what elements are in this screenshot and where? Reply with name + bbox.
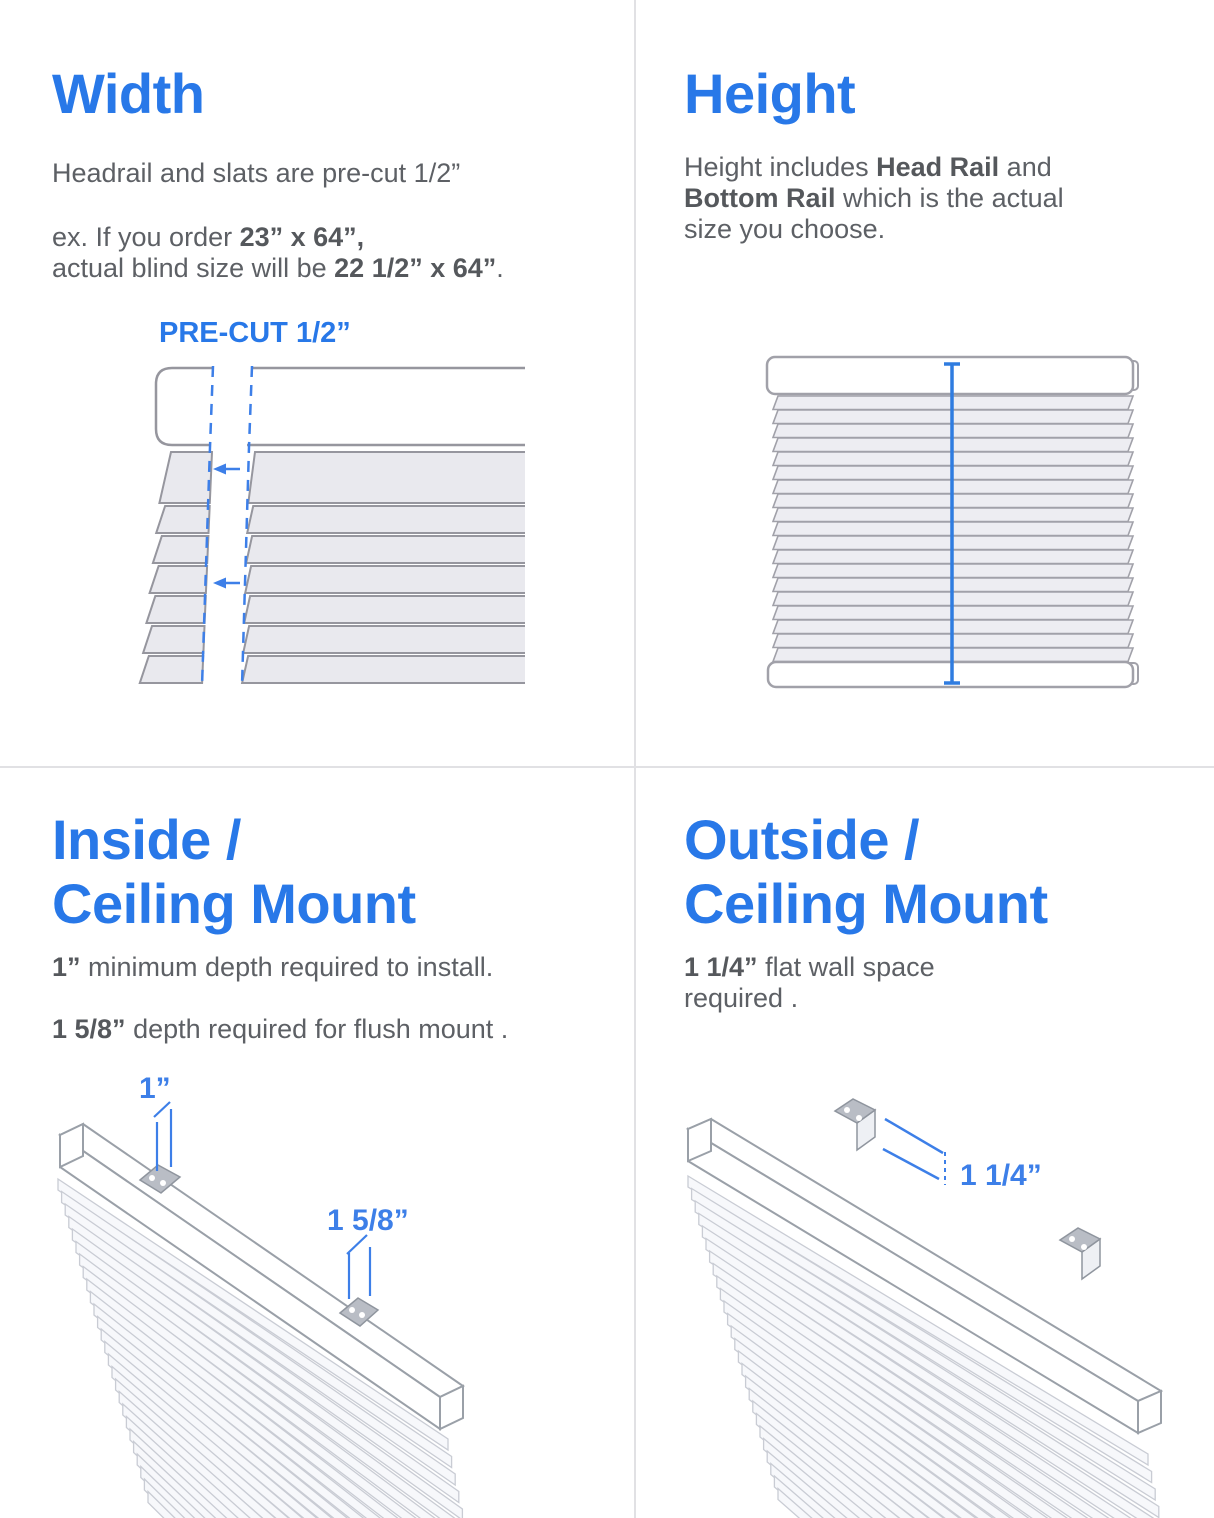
width-section bbox=[0, 0, 634, 767]
depth-label: 1” bbox=[139, 1072, 171, 1105]
outside-mount-section bbox=[634, 768, 1214, 1518]
title-line-1: Outside / bbox=[684, 808, 920, 871]
flush-depth-label: 1 5/8” bbox=[327, 1204, 409, 1237]
req-line-2: required . bbox=[684, 983, 799, 1013]
title-line-2: Ceiling Mount bbox=[684, 872, 1048, 935]
wall-space-label: 1 1/4” bbox=[960, 1159, 1042, 1192]
precut-label: PRE-CUT 1/2” bbox=[159, 317, 351, 349]
slat-stack-right bbox=[242, 452, 525, 683]
example-line-1: ex. If you order 23” x 64”, bbox=[52, 222, 365, 252]
slat-fan bbox=[688, 1176, 1214, 1518]
req-line-1: 1 1/4” flat wall space bbox=[684, 952, 935, 982]
mounting-bracket bbox=[835, 1099, 875, 1150]
intro-line: Headrail and slats are pre-cut 1/2” bbox=[52, 158, 461, 188]
width-example-text bbox=[52, 222, 504, 284]
section-title: Width bbox=[52, 62, 205, 125]
outside-req-text bbox=[684, 952, 935, 1014]
title-line-1: Inside / bbox=[52, 808, 241, 871]
section-title bbox=[684, 808, 1048, 936]
inside-mount-section bbox=[0, 768, 634, 1518]
height-body-text bbox=[684, 152, 1064, 245]
body-line-2: Bottom Rail which is the actual bbox=[684, 183, 1064, 213]
body-line-3: size you choose. bbox=[684, 214, 886, 244]
section-title: Height bbox=[684, 62, 856, 125]
slat-fan bbox=[58, 1179, 538, 1518]
inside-req1-text: 1” minimum depth required to install. bbox=[52, 952, 494, 982]
section-title bbox=[52, 808, 416, 936]
wall-space-measure-lines bbox=[883, 1119, 945, 1185]
title-line-2: Ceiling Mount bbox=[52, 872, 416, 935]
example-line-2: actual blind size will be 22 1/2” x 64”. bbox=[52, 253, 504, 283]
slat-stack-left bbox=[140, 452, 212, 683]
width-intro-text bbox=[52, 158, 460, 189]
inside-req2-text: 1 5/8” depth required for flush mount . bbox=[52, 1014, 509, 1044]
arrow-left-icon bbox=[213, 464, 240, 589]
body-line-1: Height includes Head Rail and bbox=[684, 152, 1052, 182]
height-section bbox=[634, 0, 1214, 767]
mounting-bracket bbox=[1060, 1228, 1100, 1279]
